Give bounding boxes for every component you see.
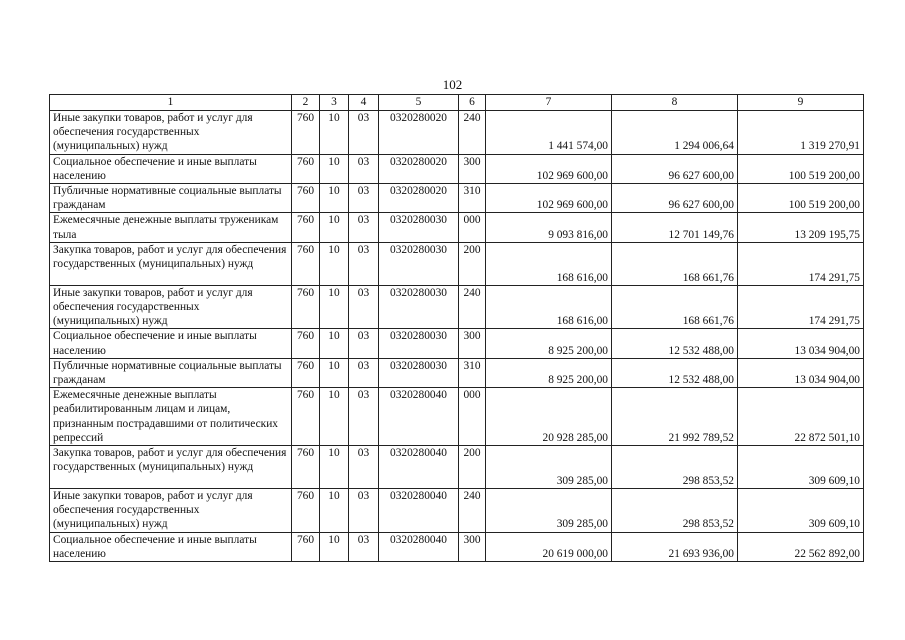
row-section-cell: 10 <box>320 285 349 329</box>
row-amount-8-cell: 298 853,52 <box>612 446 738 489</box>
row-code-cell: 760 <box>292 446 320 489</box>
column-header-5: 5 <box>379 95 459 111</box>
row-amount-9-cell: 13 034 904,00 <box>738 329 864 358</box>
row-amount-8-cell: 21 693 936,00 <box>612 532 738 561</box>
row-amount-9-cell: 174 291,75 <box>738 242 864 285</box>
row-section-cell: 10 <box>320 111 349 155</box>
row-expense-type-cell: 000 <box>459 388 486 446</box>
row-code-cell: 760 <box>292 388 320 446</box>
row-name-cell: Закупка товаров, работ и услуг для обеспечения государственных (муниципальных) нужд <box>50 242 292 285</box>
column-header-4: 4 <box>349 95 379 111</box>
row-expense-type-cell: 000 <box>459 213 486 242</box>
row-amount-9-cell: 100 519 200,00 <box>738 154 864 183</box>
row-expense-type-cell: 240 <box>459 111 486 155</box>
row-amount-7-cell: 20 928 285,00 <box>486 388 612 446</box>
row-target-article-cell: 0320280020 <box>379 154 459 183</box>
table-row <box>50 446 864 489</box>
budget-table <box>49 94 864 562</box>
row-target-article-cell: 0320280020 <box>379 111 459 155</box>
row-section-cell: 10 <box>320 242 349 285</box>
row-amount-7-cell: 8 925 200,00 <box>486 358 612 387</box>
row-code-cell: 760 <box>292 111 320 155</box>
row-amount-7-cell: 168 616,00 <box>486 285 612 329</box>
row-subsection-cell: 03 <box>349 446 379 489</box>
row-section-cell: 10 <box>320 446 349 489</box>
row-subsection-cell: 03 <box>349 154 379 183</box>
row-code-cell: 760 <box>292 213 320 242</box>
row-amount-7-cell: 309 285,00 <box>486 489 612 533</box>
column-header-7: 7 <box>486 95 612 111</box>
row-expense-type-cell: 310 <box>459 358 486 387</box>
row-expense-type-cell: 240 <box>459 285 486 329</box>
column-header-6: 6 <box>459 95 486 111</box>
row-subsection-cell: 03 <box>349 388 379 446</box>
row-subsection-cell: 03 <box>349 358 379 387</box>
row-code-cell: 760 <box>292 329 320 358</box>
row-name-cell: Социальное обеспечение и иные выплаты населению <box>50 532 292 561</box>
row-amount-9-cell: 22 562 892,00 <box>738 532 864 561</box>
row-expense-type-cell: 240 <box>459 489 486 533</box>
row-subsection-cell: 03 <box>349 489 379 533</box>
row-expense-type-cell: 310 <box>459 184 486 213</box>
row-amount-8-cell: 168 661,76 <box>612 285 738 329</box>
row-target-article-cell: 0320280040 <box>379 446 459 489</box>
row-amount-8-cell: 12 701 149,76 <box>612 213 738 242</box>
table-row <box>50 154 864 183</box>
row-target-article-cell: 0320280040 <box>379 532 459 561</box>
row-subsection-cell: 03 <box>349 184 379 213</box>
row-name-cell: Ежемесячные денежные выплаты реабилитированным лицам и лицам, признанным пострадавшими от политических репрессий <box>50 388 292 446</box>
row-code-cell: 760 <box>292 184 320 213</box>
column-header-2: 2 <box>292 95 320 111</box>
row-subsection-cell: 03 <box>349 111 379 155</box>
row-section-cell: 10 <box>320 532 349 561</box>
row-target-article-cell: 0320280020 <box>379 184 459 213</box>
row-section-cell: 10 <box>320 184 349 213</box>
column-header-8: 8 <box>612 95 738 111</box>
table-row <box>50 213 864 242</box>
row-code-cell: 760 <box>292 358 320 387</box>
row-name-cell: Ежемесячные денежные выплаты труженикам тыла <box>50 213 292 242</box>
row-target-article-cell: 0320280040 <box>379 489 459 533</box>
row-name-cell: Иные закупки товаров, работ и услуг для обеспечения государственных (муниципальных) нужд <box>50 489 292 533</box>
row-amount-9-cell: 100 519 200,00 <box>738 184 864 213</box>
row-section-cell: 10 <box>320 358 349 387</box>
row-amount-7-cell: 168 616,00 <box>486 242 612 285</box>
row-name-cell: Публичные нормативные социальные выплаты гражданам <box>50 358 292 387</box>
column-header-9: 9 <box>738 95 864 111</box>
row-amount-9-cell: 22 872 501,10 <box>738 388 864 446</box>
table-row <box>50 242 864 285</box>
table-row <box>50 111 864 155</box>
row-amount-9-cell: 309 609,10 <box>738 489 864 533</box>
header-row <box>50 95 864 111</box>
row-amount-8-cell: 21 992 789,52 <box>612 388 738 446</box>
row-amount-8-cell: 96 627 600,00 <box>612 184 738 213</box>
row-target-article-cell: 0320280030 <box>379 329 459 358</box>
row-name-cell: Закупка товаров, работ и услуг для обеспечения государственных (муниципальных) нужд <box>50 446 292 489</box>
row-amount-9-cell: 309 609,10 <box>738 446 864 489</box>
row-name-cell: Социальное обеспечение и иные выплаты населению <box>50 154 292 183</box>
row-target-article-cell: 0320280040 <box>379 388 459 446</box>
row-subsection-cell: 03 <box>349 213 379 242</box>
table-body <box>50 111 864 562</box>
row-code-cell: 760 <box>292 154 320 183</box>
row-section-cell: 10 <box>320 213 349 242</box>
row-expense-type-cell: 300 <box>459 532 486 561</box>
row-code-cell: 760 <box>292 242 320 285</box>
row-code-cell: 760 <box>292 489 320 533</box>
row-subsection-cell: 03 <box>349 242 379 285</box>
row-amount-8-cell: 1 294 006,64 <box>612 111 738 155</box>
row-subsection-cell: 03 <box>349 285 379 329</box>
row-amount-7-cell: 9 093 816,00 <box>486 213 612 242</box>
table-row <box>50 489 864 533</box>
row-amount-9-cell: 13 209 195,75 <box>738 213 864 242</box>
row-amount-7-cell: 20 619 000,00 <box>486 532 612 561</box>
row-amount-9-cell: 13 034 904,00 <box>738 358 864 387</box>
row-amount-8-cell: 298 853,52 <box>612 489 738 533</box>
row-amount-8-cell: 12 532 488,00 <box>612 358 738 387</box>
row-name-cell: Иные закупки товаров, работ и услуг для обеспечения государственных (муниципальных) нужд <box>50 285 292 329</box>
table-row <box>50 329 864 358</box>
table-row <box>50 388 864 446</box>
page-number: 102 <box>442 77 463 92</box>
row-amount-9-cell: 1 319 270,91 <box>738 111 864 155</box>
row-target-article-cell: 0320280030 <box>379 213 459 242</box>
row-amount-7-cell: 309 285,00 <box>486 446 612 489</box>
column-header-3: 3 <box>320 95 349 111</box>
row-subsection-cell: 03 <box>349 329 379 358</box>
row-target-article-cell: 0320280030 <box>379 242 459 285</box>
row-amount-8-cell: 168 661,76 <box>612 242 738 285</box>
row-section-cell: 10 <box>320 489 349 533</box>
table-row <box>50 358 864 387</box>
row-amount-9-cell: 174 291,75 <box>738 285 864 329</box>
row-subsection-cell: 03 <box>349 532 379 561</box>
row-code-cell: 760 <box>292 285 320 329</box>
row-expense-type-cell: 300 <box>459 329 486 358</box>
row-section-cell: 10 <box>320 154 349 183</box>
row-expense-type-cell: 300 <box>459 154 486 183</box>
row-name-cell: Публичные нормативные социальные выплаты гражданам <box>50 184 292 213</box>
row-amount-7-cell: 8 925 200,00 <box>486 329 612 358</box>
table-row <box>50 184 864 213</box>
row-amount-8-cell: 96 627 600,00 <box>612 154 738 183</box>
row-target-article-cell: 0320280030 <box>379 358 459 387</box>
row-amount-8-cell: 12 532 488,00 <box>612 329 738 358</box>
column-header-1: 1 <box>50 95 292 111</box>
row-target-article-cell: 0320280030 <box>379 285 459 329</box>
row-amount-7-cell: 102 969 600,00 <box>486 184 612 213</box>
table-row <box>50 532 864 561</box>
row-name-cell: Иные закупки товаров, работ и услуг для обеспечения государственных (муниципальных) нужд <box>50 111 292 155</box>
row-amount-7-cell: 102 969 600,00 <box>486 154 612 183</box>
table-row <box>50 285 864 329</box>
row-name-cell: Социальное обеспечение и иные выплаты населению <box>50 329 292 358</box>
row-expense-type-cell: 200 <box>459 242 486 285</box>
row-section-cell: 10 <box>320 329 349 358</box>
row-code-cell: 760 <box>292 532 320 561</box>
row-section-cell: 10 <box>320 388 349 446</box>
row-amount-7-cell: 1 441 574,00 <box>486 111 612 155</box>
row-expense-type-cell: 200 <box>459 446 486 489</box>
